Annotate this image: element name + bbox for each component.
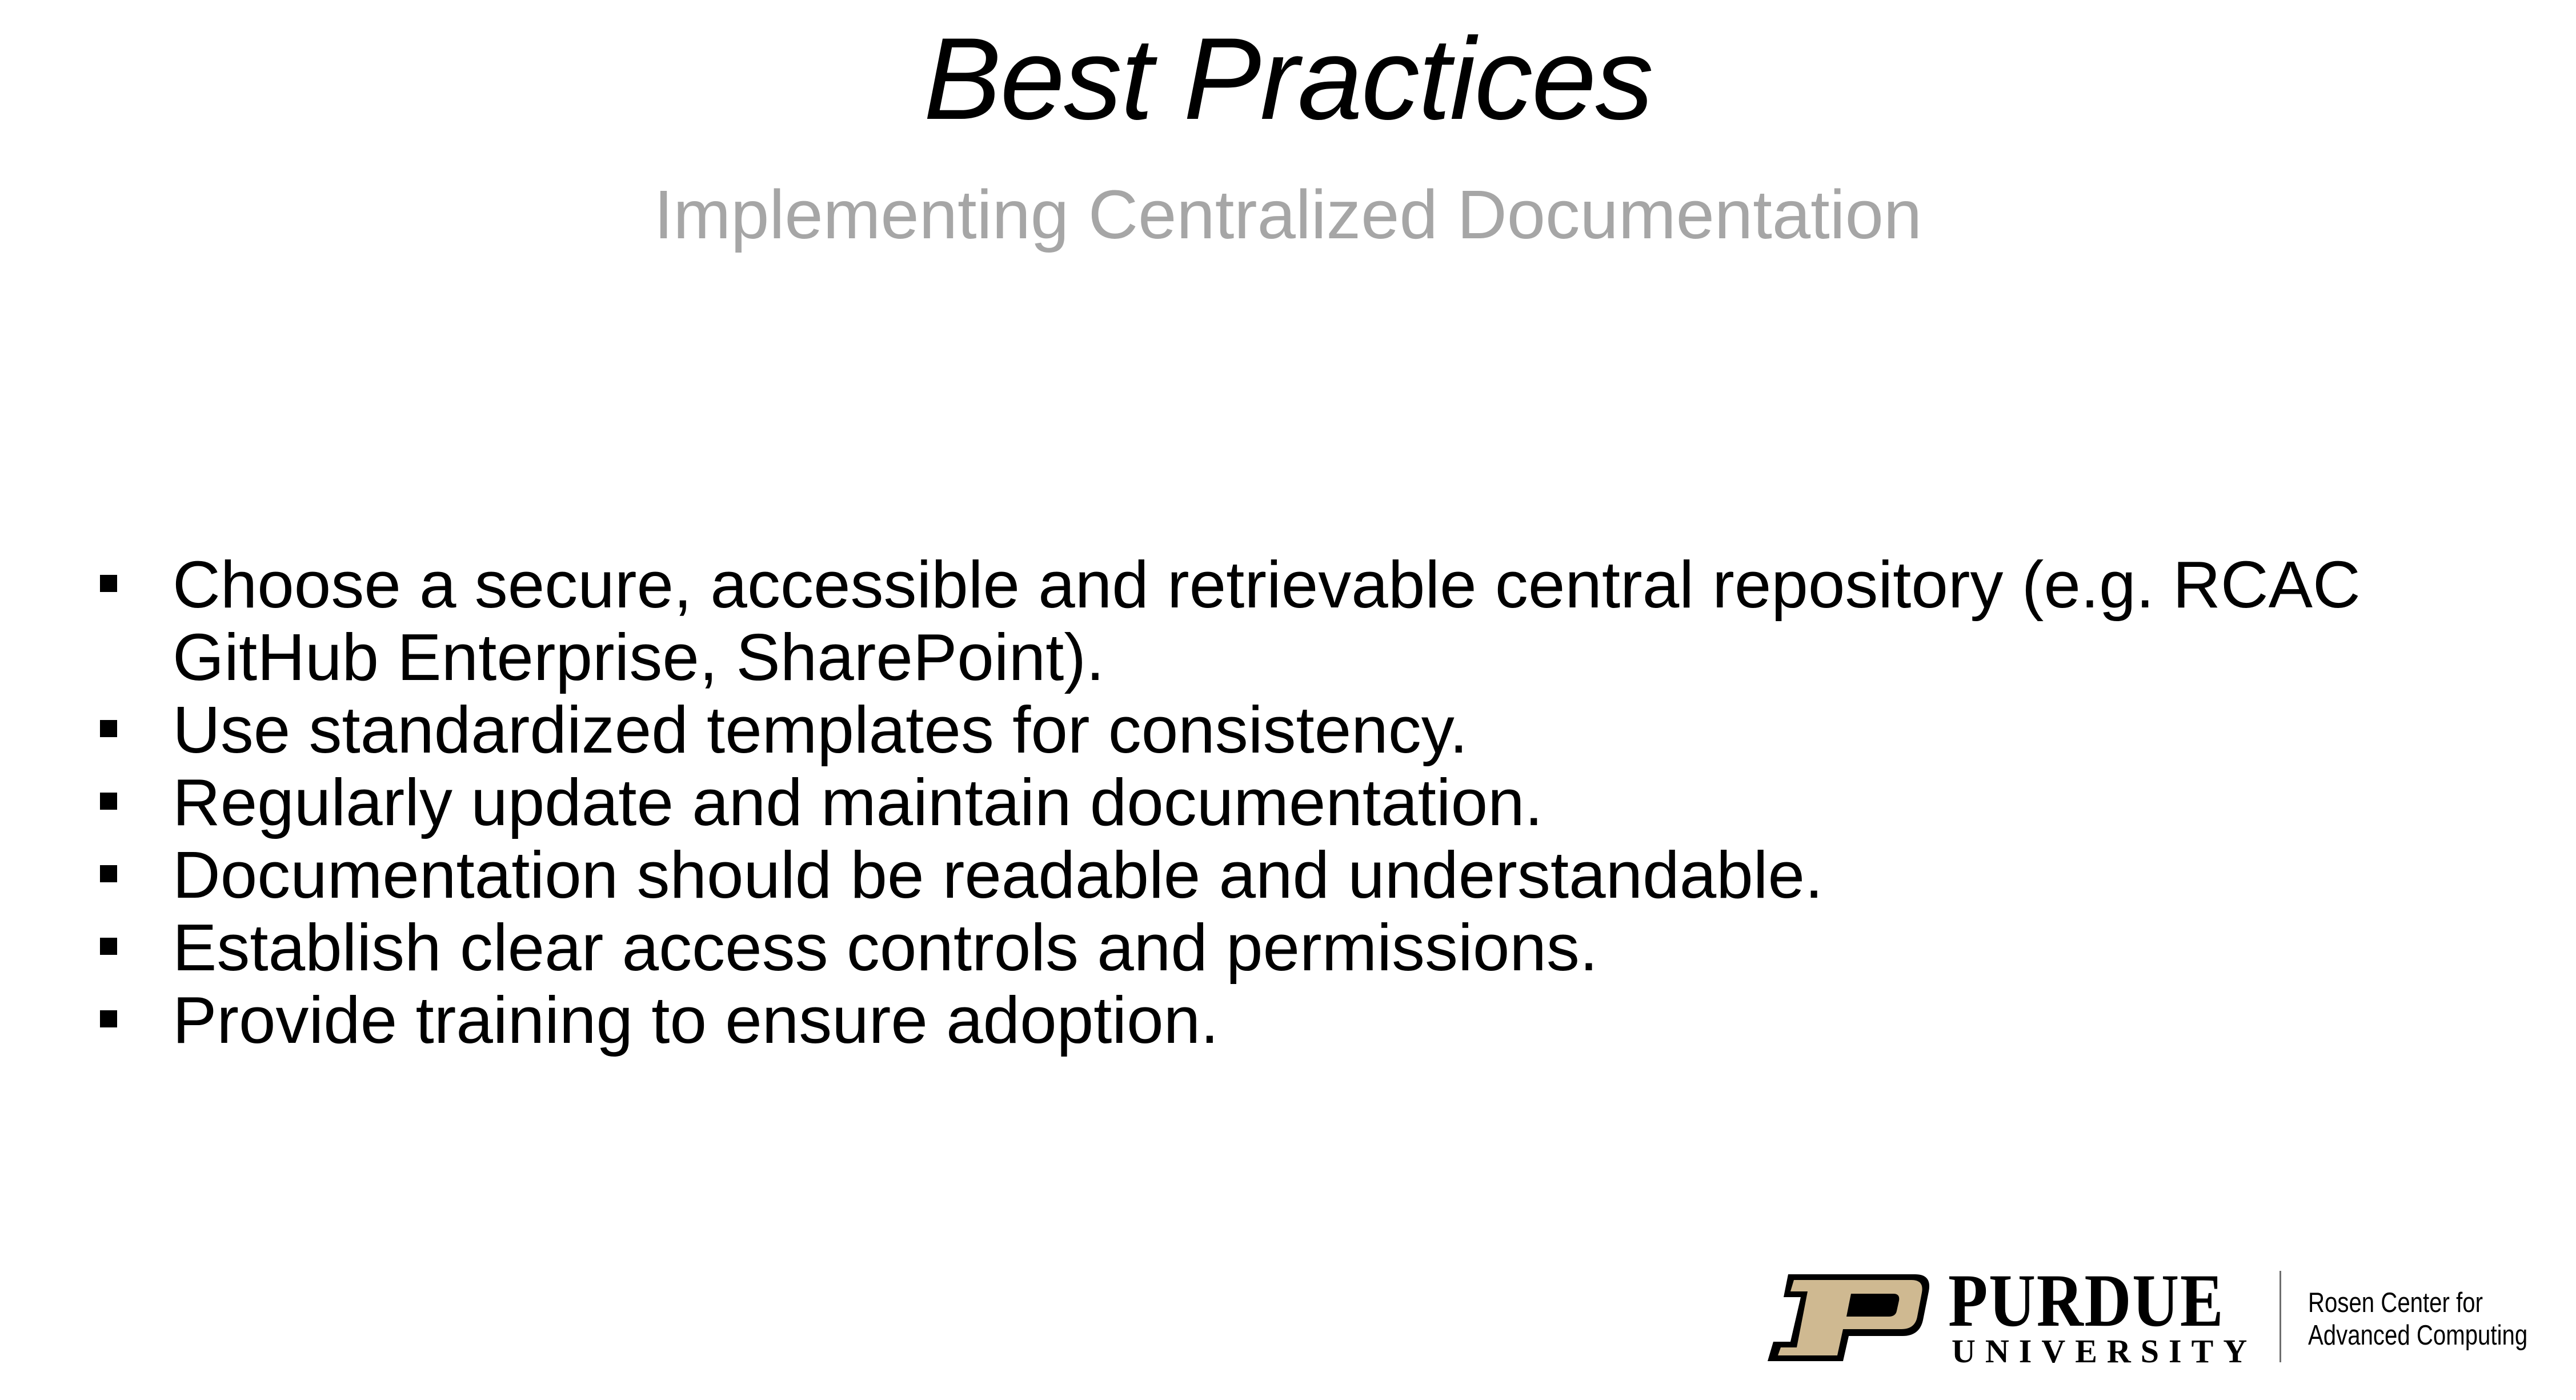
bullet-text: Documentation should be readable and understandable.	[173, 838, 1824, 912]
bullet-item	[94, 984, 2425, 1057]
logo-center-line1: Rosen Center for	[2308, 1287, 2483, 1318]
bullet-item	[94, 911, 2425, 984]
bullet-text: Provide training to ensure adoption.	[173, 983, 1219, 1057]
bullet-text: Regularly update and maintain documentation.	[173, 765, 1543, 839]
square-bullet-icon	[100, 865, 117, 882]
square-bullet-icon	[100, 938, 117, 955]
logo-university: UNIVERSITY	[1952, 1333, 2257, 1370]
bullet-text: Establish clear access controls and permissions.	[173, 910, 1599, 985]
bullet-list	[94, 549, 2425, 1057]
slide-subtitle: Implementing Centralized Documentation	[654, 175, 1922, 253]
slide-title: Best Practices	[923, 14, 1653, 144]
square-bullet-icon	[100, 1010, 117, 1027]
bullet-item	[94, 766, 2425, 839]
bullet-item	[94, 694, 2425, 766]
logo-center-name	[2308, 1287, 2527, 1352]
bullet-text: Use standardized templates for consistency.	[173, 693, 1468, 767]
logo-divider	[2279, 1271, 2281, 1362]
purdue-rcac-logo	[1765, 1258, 2542, 1371]
logo-center-line2: Advanced Computing	[2308, 1320, 2528, 1351]
bullet-item	[94, 549, 2425, 694]
bullet-text: Choose a secure, accessible and retrievable central repository (e.g. RCAC GitHub Enterprise, SharePoint).	[173, 547, 2361, 694]
square-bullet-icon	[100, 793, 117, 810]
purdue-p-logo-icon	[1765, 1272, 1931, 1363]
logo-wordmark: PURDUE	[1948, 1258, 2225, 1342]
square-bullet-icon	[100, 720, 117, 737]
square-bullet-icon	[100, 575, 117, 592]
bullet-item	[94, 839, 2425, 911]
